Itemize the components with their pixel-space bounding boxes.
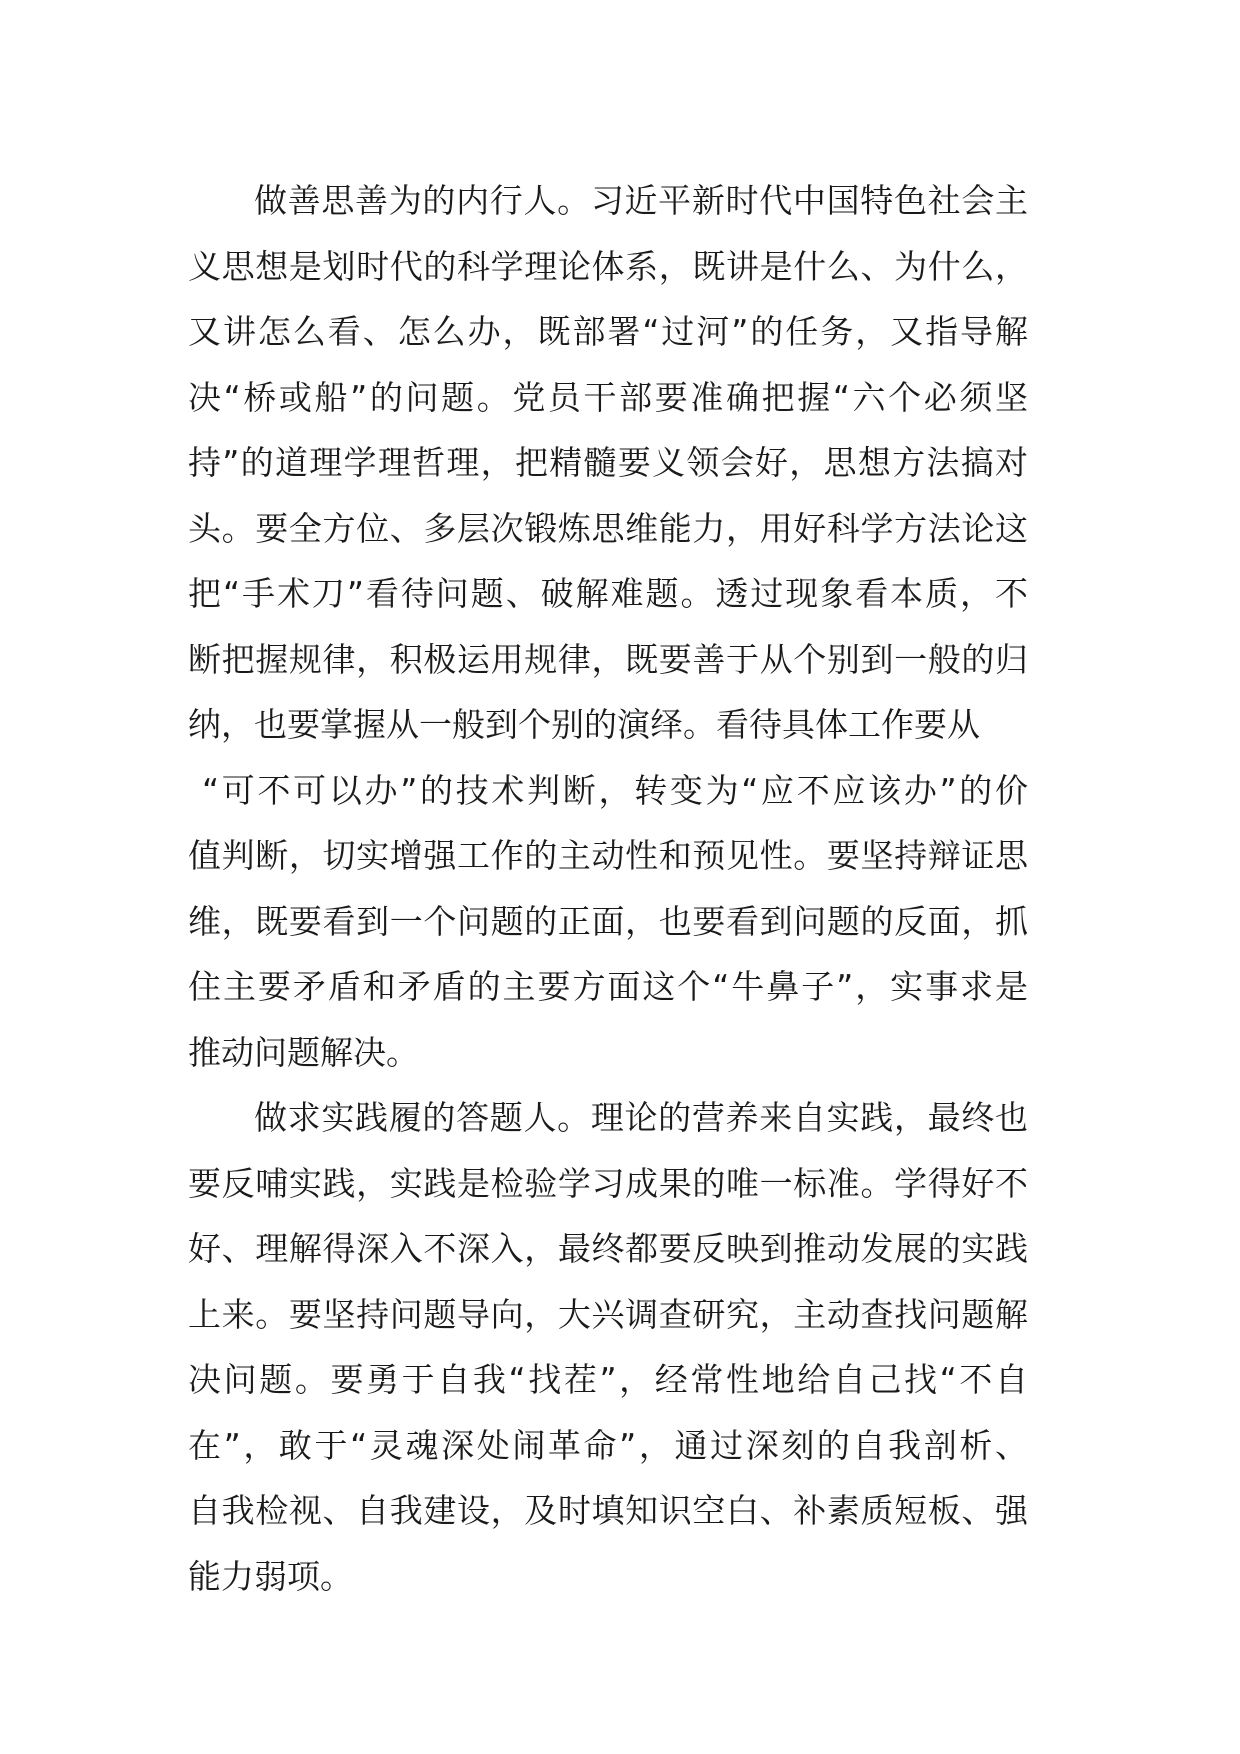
paragraph-line: 断把握规律，积极运用规律，既要善于从个别到一般的归 <box>188 639 1028 679</box>
paragraph-2 <box>188 1085 1028 1609</box>
paragraph-line: 做求实践履的答题人。理论的营养来自实践，最终也 <box>254 1098 1028 1137</box>
paragraph-line: 把“手术刀”看待问题、破解难题。透过现象看本质，不 <box>188 574 1028 613</box>
paragraph-line: 上来。要坚持问题导向，大兴调查研究，主动查找问题解 <box>188 1294 1028 1334</box>
paragraph-line: 纳，也要掌握从一般到个别的演绎。看待具体工作要从 <box>188 705 980 744</box>
paragraph-line: 住主要矛盾和矛盾的主要方面这个“牛鼻子”，实事求是 <box>188 967 1028 1006</box>
paragraph-line: 推动问题解决。 <box>188 1032 419 1072</box>
paragraph-line: 在”，敢于“灵魂深处闹革命”，通过深刻的自我剖析、 <box>188 1425 1028 1465</box>
paragraph-line: 义思想是划时代的科学理论体系，既讲是什么、为什么， <box>188 246 1028 286</box>
paragraph-line: 又讲怎么看、怎么办，既部署“过河”的任务，又指导解 <box>188 312 1028 351</box>
paragraph-line: 好、理解得深入不深入，最终都要反映到推动发展的实践 <box>188 1229 1028 1268</box>
paragraph-line: 维，既要看到一个问题的正面，也要看到问题的反面，抓 <box>188 901 1028 941</box>
paragraph-line: 持”的道理学理哲理，把精髓要义领会好，思想方法搞对 <box>188 443 1028 482</box>
paragraph-line: 值判断，切实增强工作的主动性和预见性。要坚持辩证思 <box>188 836 1028 875</box>
paragraph-line: “可不可以办”的技术判断，转变为“应不应该办”的价 <box>202 770 1028 810</box>
paragraph-line: 能力弱项。 <box>188 1556 353 1596</box>
paragraph-line: 决问题。要勇于自我“找茬”，经常性地给自己找“不自 <box>188 1360 1028 1399</box>
paragraph-line: 决“桥或船”的问题。党员干部要准确把握“六个必须坚 <box>188 377 1028 417</box>
paragraph-line: 做善思善为的内行人。习近平新时代中国特色社会主 <box>254 181 1028 220</box>
paragraph-1 <box>188 168 1028 1085</box>
paragraph-line: 要反哺实践，实践是检验学习成果的唯一标准。学得好不 <box>188 1163 1028 1203</box>
paragraph-line: 头。要全方位、多层次锻炼思维能力，用好科学方法论这 <box>188 508 1028 548</box>
paragraph-line: 自我检视、自我建设，及时填知识空白、补素质短板、强 <box>188 1491 1028 1530</box>
body-text <box>188 168 1028 1609</box>
